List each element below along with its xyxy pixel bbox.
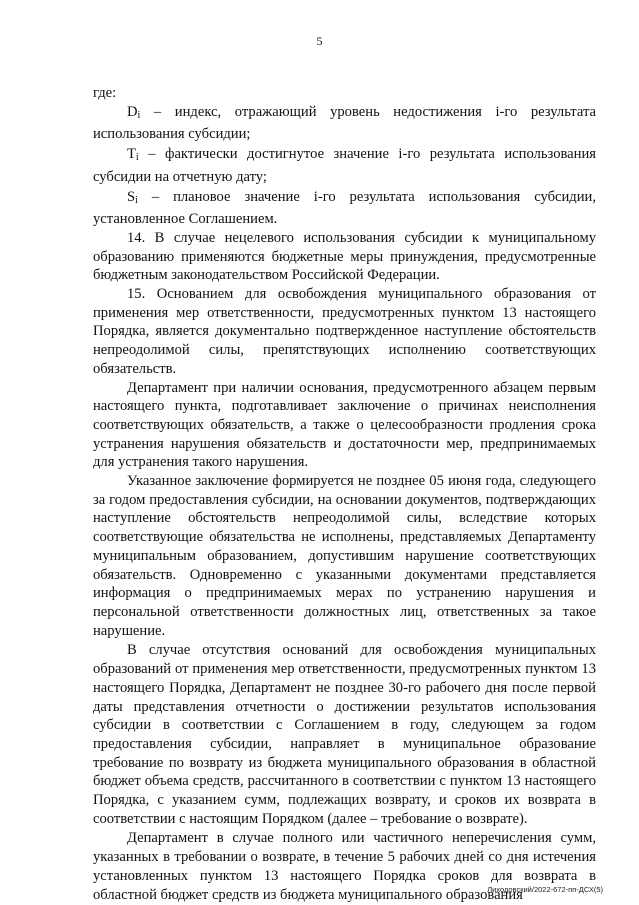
definition-s: $S_i$ – плановое значение i-го результата использования субсидии, установленное Соглашением. (93, 188, 596, 228)
paragraph-conclusion: Департамент при наличии основания, предусмотренного абзацем первым настоящего пункта, подготавливает заключение о причинах неисполнения соответствующих обязательств, а также о целесообразности продления срока устранения нарушения обязательств и достаточности мер, предпринимаемых для устранения такого нарушения. (93, 379, 596, 471)
document-footer-code: Лиходовский/2022-672-пп-ДСХ(5) (487, 885, 603, 894)
paragraph-14: 14. В случае нецелевого использования субсидии к муниципальному образованию применяются бюджетные меры принуждения, предусмотренные бюджетным законодательством Российской Федерации. (93, 229, 596, 284)
intro-line: где: (93, 85, 117, 101)
paragraph-15: 15. Основанием для освобождения муниципального образования от применения мер ответственности, предусмотренных пунктом 13 настоящего Порядка, является документально подтвержденное наступление обстоятельств непреодолимой силы, препятствующих исполнению соответствующих обязательств. (93, 286, 596, 377)
definition-t: $T_i$ – фактически достигнутое значение i-го результата использования субсидии на отчетную дату; (93, 146, 596, 185)
paragraph-deadline: Указанное заключение формируется не позднее 05 июня года, следующего за годом предоставления субсидии, на основании документов, подтверждающих наступление обстоятельств непреодолимой силы, вследствие которых соответствующие обязательства не исполнены, представляемых Департаменту муниципальным образованием, допустившим нарушение соответствующих обязательств. Одновременно с указанными документами представляется информация о предпринимаемых мерах по устранению нарушения и персональной ответственности должностных лиц, ответственных за такое нарушение. (93, 473, 596, 639)
definition-d: $D_i$ – индекс, отражающий уровень недостижения i-го результата использования субсидии; (93, 103, 596, 143)
page-number: 5 (316, 34, 323, 48)
document-body (93, 84, 596, 904)
paragraph-non-transfer: Департамент в случае полного или частичного неперечисления сумм, указанных в требовании о возврате, в течение 5 рабочих дней со дня истечения установленных пунктом 13 настоящего Порядка сроков для возврата в областной бюджет средств из бюджета муниципального образования (93, 830, 596, 903)
paragraph-refund-demand: В случае отсутствия оснований для освобождения муниципальных образований от применения мер ответственности, предусмотренных пунктом 13 настоящего Порядка, Департамент не позднее 30-го рабочего дня после первой даты представления отчетности о достижении результатов использования субсидии в соответствии с Соглашением в году, следующем за годом предоставления субсидии, направляет в муниципальное образование требование по возврату из бюджета муниципального образования в областной бюджет объема средств, рассчитанного в соответствии с пунктом 13 настоящего Порядка, с указанием сумм, подлежащих возврату, и сроков их возврата в соответствии с настоящим Порядком (далее – требование о возврате). (93, 642, 596, 827)
